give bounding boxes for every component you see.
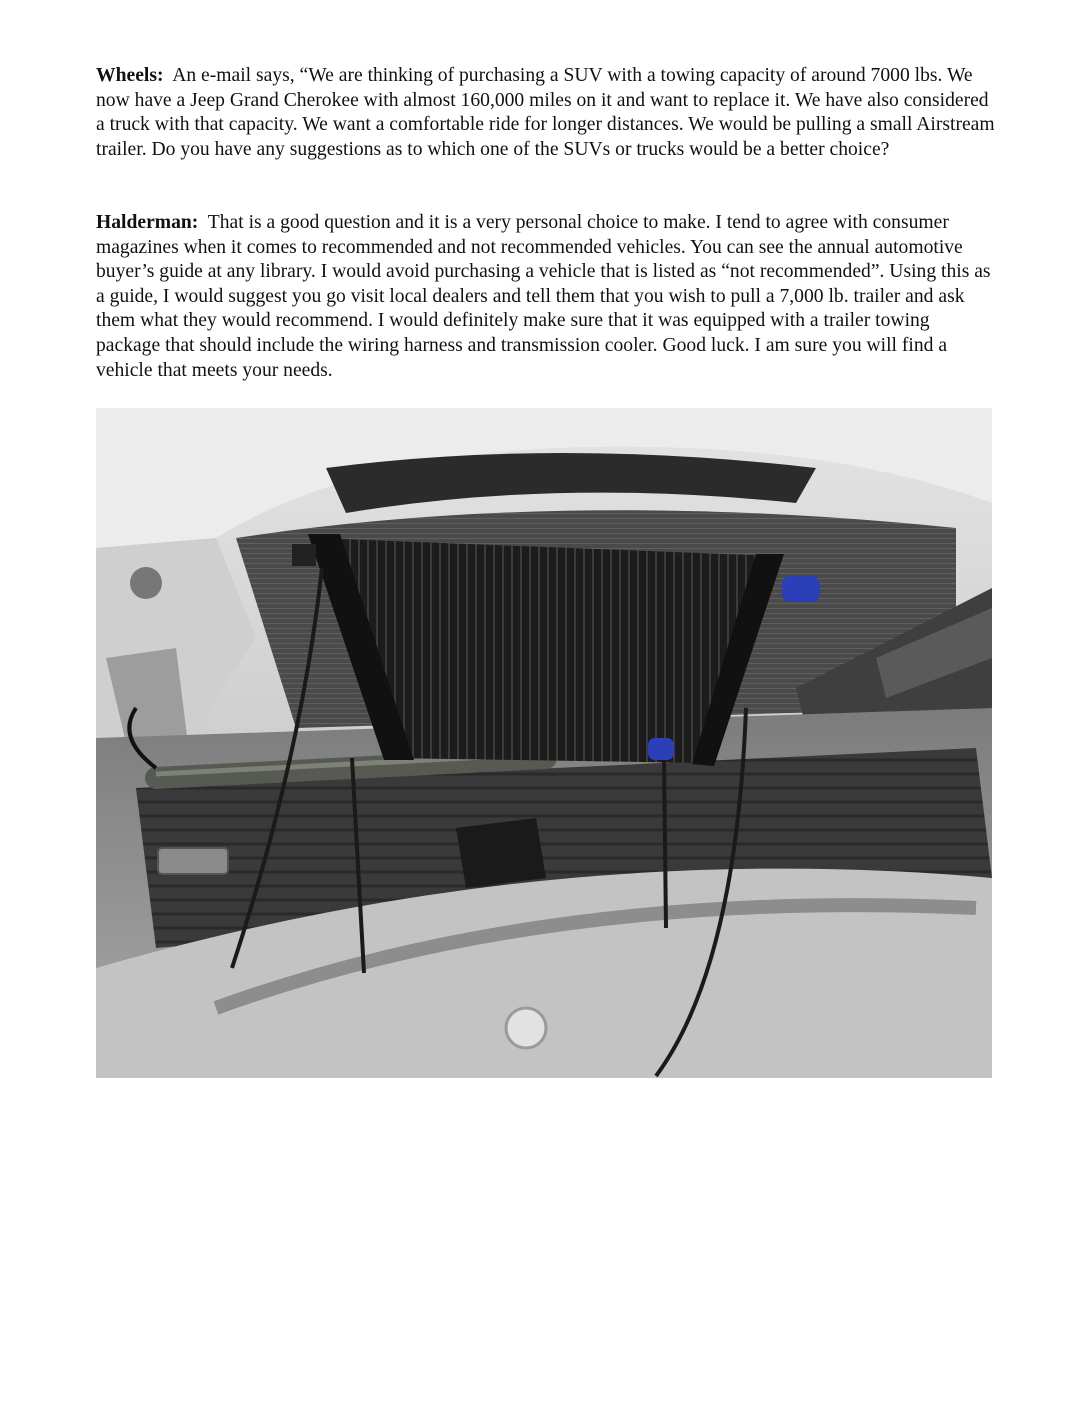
push-pin-fastener — [506, 1008, 546, 1048]
blue-cap-upper — [782, 576, 820, 602]
electrical-connector — [158, 848, 228, 874]
halderman-answer — [96, 211, 996, 383]
wheels-question — [96, 64, 996, 162]
cooler-mount-left — [292, 544, 316, 566]
zip-tie-right — [664, 760, 666, 928]
wheels-paragraph — [96, 64, 996, 162]
transmission-cooler-photo — [96, 408, 992, 1078]
halderman-answer-text: That is a good question and it is a very personal choice to make. I tend to agree with consumer magazines when it comes to recommended and not recommended vehicles. You can see the annual automotive buyer’s guide at any library. I would avoid purchasing a vehicle that is listed as “not recommended”. Using this as a guide, I would suggest you go visit local dealers and tell them that you wish to pull a 7,000 lb. trailer and ask them what they would recommend. I would definitely make sure that it was equipped with a trailer towing package that should include the wiring harness and transmission cooler. Good luck. I am sure you will find a vehicle that meets your needs. — [96, 212, 991, 381]
speaker-wheels: Wheels: — [96, 65, 164, 86]
photo-illustration — [96, 408, 992, 1078]
blue-cap-lower — [648, 738, 674, 760]
left-bolt — [130, 567, 162, 599]
speaker-halderman: Halderman: — [96, 212, 199, 233]
wheels-question-text: An e-mail says, “We are thinking of purchasing a SUV with a towing capacity of around 7000 lbs. We now have a Jeep Grand Cherokee with almost 160,000 miles on it and want to replace it. We have also considered a truck with that capacity. We want a comfortable ride for longer distances. We would be pulling a small Airstream trailer. Do you have any suggestions as to which one of the SUVs or trucks would be a better choice? — [96, 65, 995, 160]
shield-opening — [456, 818, 546, 888]
halderman-paragraph — [96, 211, 996, 383]
